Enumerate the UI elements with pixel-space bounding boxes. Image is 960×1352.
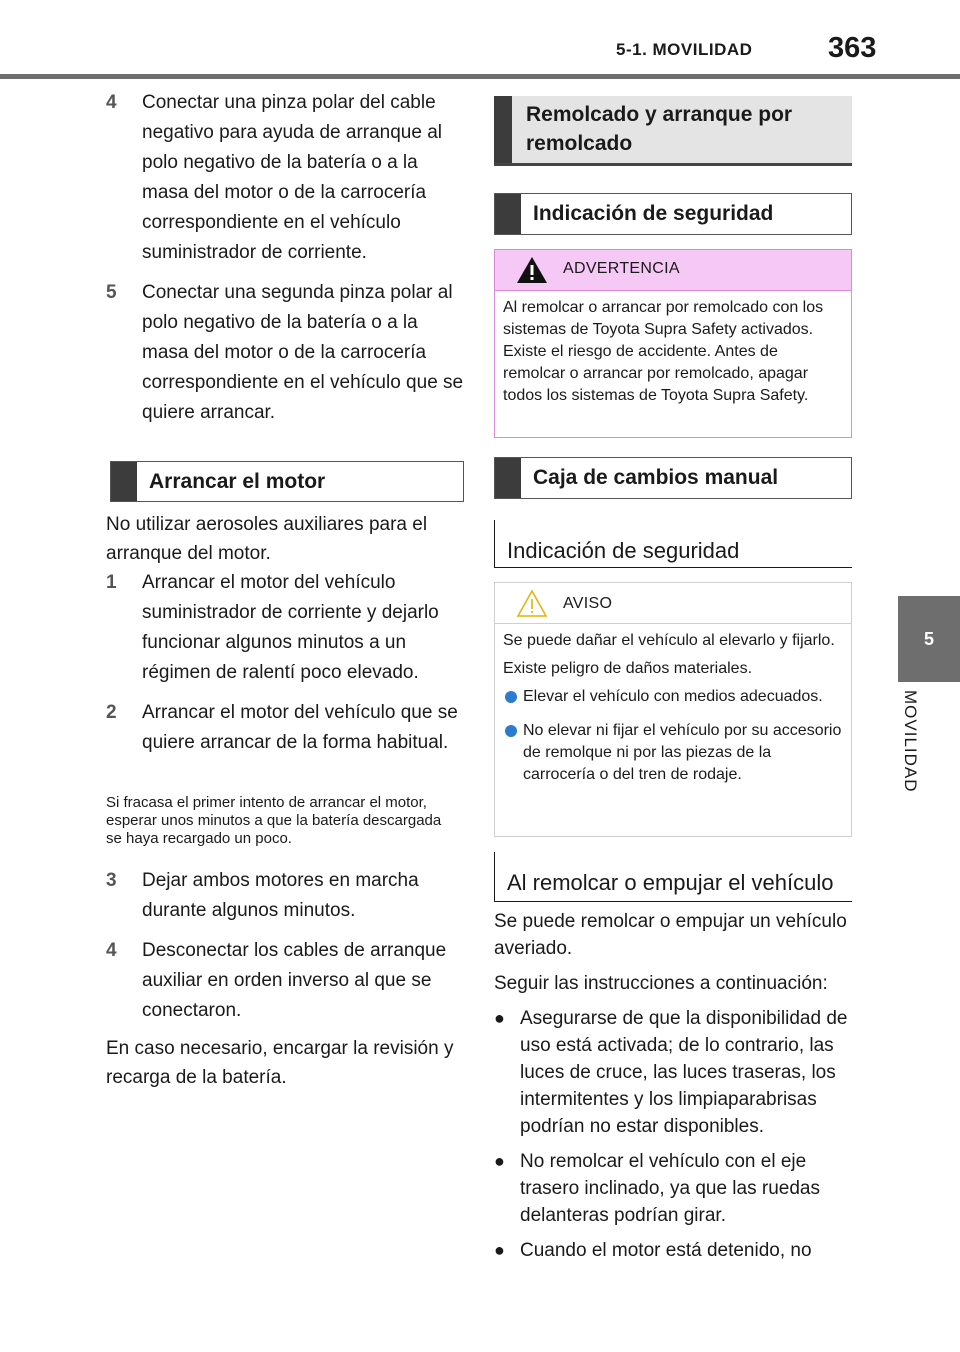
steps-connect [106, 88, 466, 428]
intro-text: No utilizar aerosoles auxiliares para el arranque del motor. [106, 514, 428, 564]
towing-bullet: ● Asegurarse de que la disponibilidad de uso está activada; de lo contrario, las luces de cruce, las luces traseras, los intermitentes y los limpiaparabrisas podrían no estar disponibles. [494, 1008, 848, 1137]
outro-text: En caso necesario, encargar la revisión y recarga de la batería. [106, 1038, 454, 1088]
towing-paragraph: Se puede remolcar o empujar un vehículo averiado. [494, 911, 847, 959]
caution-icon [515, 588, 549, 618]
step-item: 3 Dejar ambos motores en marcha durante algunos minutos. [106, 870, 419, 921]
subheading-towing: Al remolcar o empujar el vehículo [494, 852, 852, 902]
section-title: 5-1. MOVILIDAD [616, 40, 753, 59]
warning-text: Al remolcar o arrancar por remolcado con los sistemas de Toyota Supra Safety activados. Existe el riesgo de accidente. Antes de remolcar o arrancar por remolcado, apagar todos los sistemas de Toyota Supra Safety. [503, 299, 824, 404]
notice-item: Elevar el vehículo con medios adecuados. [503, 686, 843, 708]
step-item: 2 Arrancar el motor del vehículo que se quiere arrancar de la forma habitual. [106, 702, 458, 753]
towing-bullet: ● Cuando el motor está detenido, no [494, 1240, 812, 1261]
warning-title: ADVERTENCIA [563, 260, 680, 277]
notice-item: No elevar ni fijar el vehículo por su accesorio de remolque ni por las piezas de la carrocería o del tren de rodaje. [503, 720, 843, 786]
heading-safety: Indicación de seguridad [494, 193, 852, 235]
step-item: 1 Arrancar el motor del vehículo suministrador de corriente y dejarlo funcionar algunos minutos a un régimen de ralentí poco elevado. [106, 572, 439, 683]
notice-title: AVISO [563, 595, 613, 612]
step-item: 4 Conectar una pinza polar del cable negativo para ayuda de arranque al polo negativo de la batería o a la masa del motor o de la carrocería correspondiente en el vehículo suministrador de corriente. [106, 92, 443, 263]
steps-start [106, 568, 466, 758]
notice-paragraph: Se puede dañar el vehículo al elevarlo y fijarlo. [503, 632, 835, 649]
notice-box [494, 582, 852, 837]
heading-manual-gearbox: Caja de cambios manual [494, 457, 852, 499]
section-heading-towing: Remolcado y arranque por remolcado [494, 96, 852, 166]
towing-paragraph: Seguir las instrucciones a continuación: [494, 973, 828, 994]
bullet-dot-icon [505, 725, 517, 737]
steps-finish [106, 866, 466, 1026]
bullet-dot-icon [505, 691, 517, 703]
notice-paragraph: Existe peligro de daños materiales. [503, 660, 753, 677]
page-number: 363 [828, 32, 877, 64]
warning-box [494, 249, 852, 438]
chapter-label: MOVILIDAD [901, 690, 920, 793]
towing-body [494, 908, 850, 1264]
header-rule [0, 74, 960, 79]
subheading-safety: Indicación de seguridad [494, 520, 852, 568]
step-item: 5 Conectar una segunda pinza polar al polo negativo de la batería o a la masa del motor o de la carrocería correspondiente en el vehículo que se quiere arrancar. [106, 282, 464, 423]
warning-icon [515, 255, 549, 285]
chapter-tab[interactable]: 5 [898, 596, 960, 682]
step-item: 4 Desconectar los cables de arranque auxiliar en orden inverso al que se conectaron. [106, 940, 447, 1021]
note-text: Si fracasa el primer intento de arrancar el motor, esperar unos minutos a que la batería descargada se haya recargado un poco. [106, 794, 442, 847]
towing-bullet: ● No remolcar el vehículo con el eje trasero inclinado, ya que las ruedas delanteras podrían girar. [494, 1151, 820, 1226]
heading-start-engine: Arrancar el motor [110, 461, 464, 502]
